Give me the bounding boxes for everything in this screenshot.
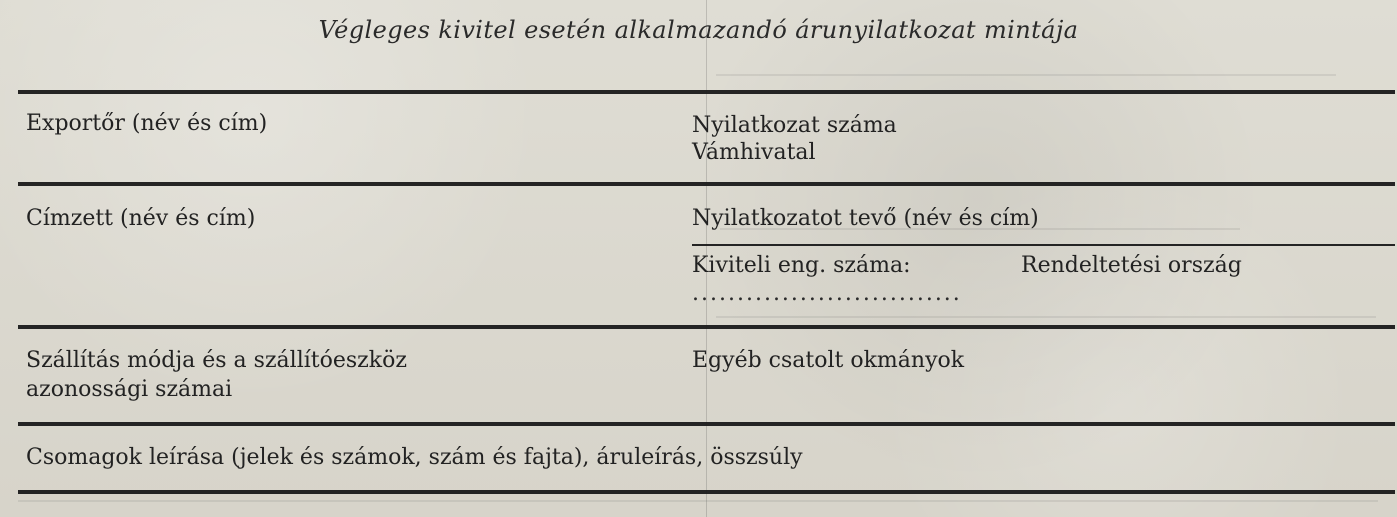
exporter-section-divider	[18, 182, 1395, 186]
document-title: Végleges kivitel esetén alkalmazandó árunyilatkozat mintája	[318, 16, 1079, 44]
transport-label-line-2: azonossági számai	[26, 377, 233, 402]
declarant-label: Nyilatkozatot tevő (név és cím)	[692, 206, 1039, 231]
bottom-divider	[18, 490, 1395, 494]
license-dotted-line: ..............................	[692, 281, 962, 306]
transport-label-line-1: Szállítás módja és a szállítóeszköz	[26, 348, 407, 373]
consignee-label: Címzett (név és cím)	[26, 206, 256, 231]
customs-office-label: Vámhivatal	[692, 140, 816, 165]
declaration-number-label: Nyilatkozat száma	[692, 113, 897, 138]
middle-divider	[18, 325, 1395, 329]
packages-label: Csomagok leírása (jelek és számok, szám és fajta), áruleírás, összsúly	[26, 445, 803, 470]
background-bleedthrough-line	[716, 74, 1336, 76]
other-documents-label: Egyéb csatolt okmányok	[692, 348, 965, 373]
background-bleedthrough-line	[18, 500, 1378, 502]
top-divider	[18, 90, 1395, 94]
export-license-label: Kiviteli eng. száma:	[692, 253, 911, 278]
exporter-label: Exportőr (név és cím)	[26, 111, 268, 136]
transport-section-divider	[18, 422, 1395, 426]
background-bleedthrough-line	[716, 316, 1376, 318]
declarant-inner-divider	[692, 244, 1395, 246]
destination-country-label: Rendeltetési ország	[1021, 253, 1242, 278]
